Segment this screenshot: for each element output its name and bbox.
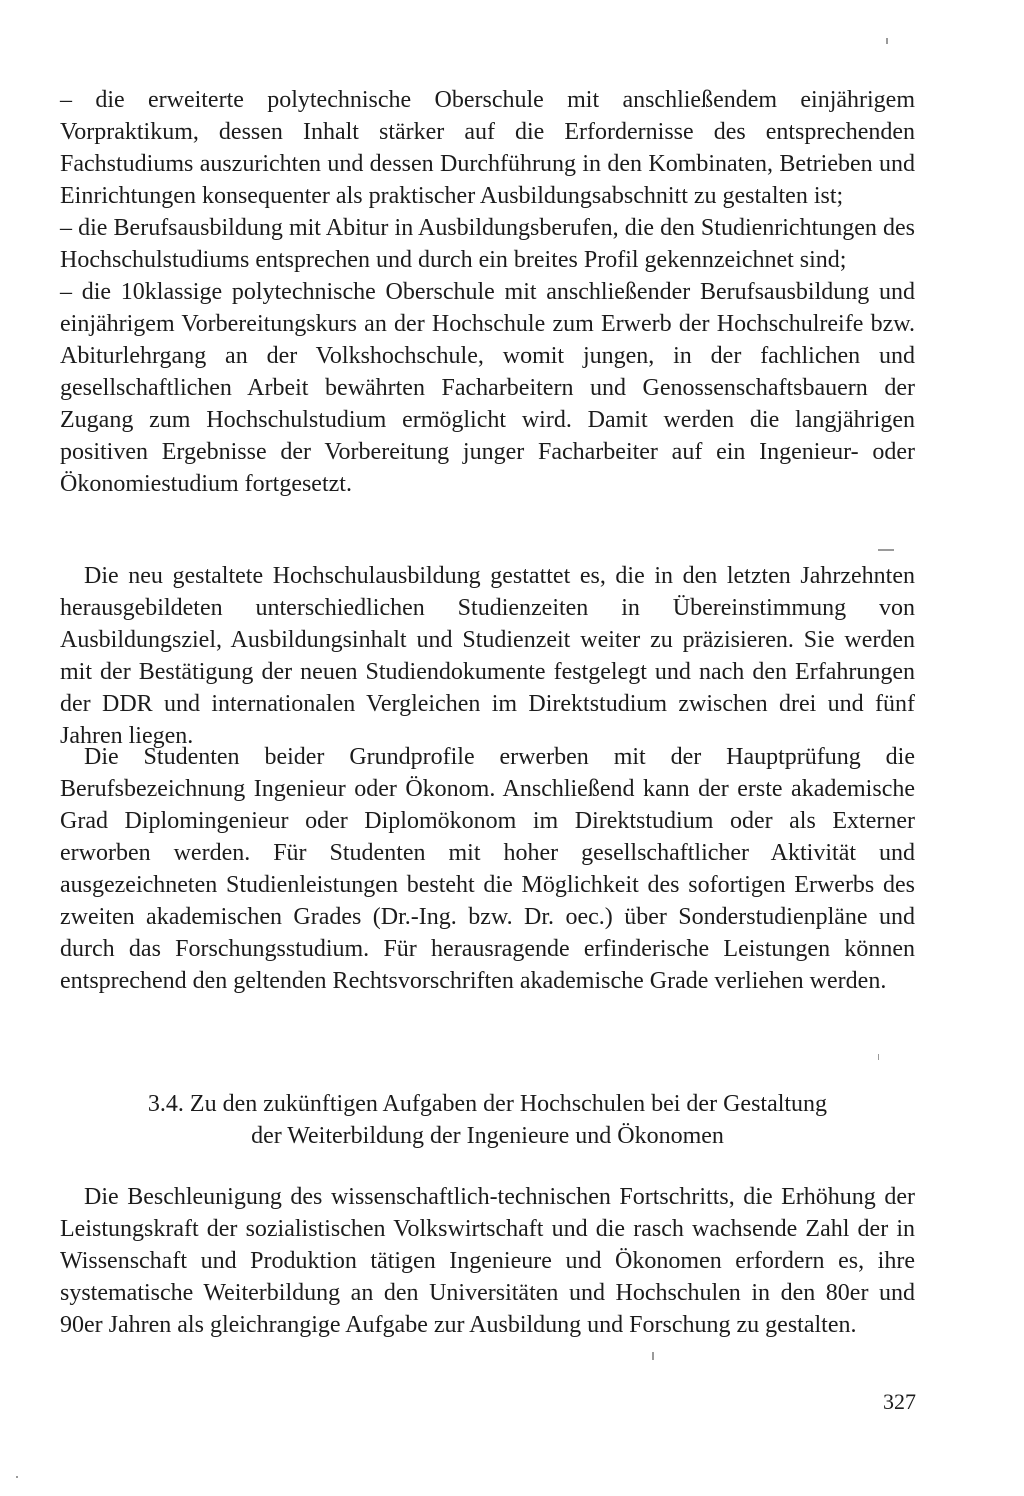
paragraph-text: Die Studenten beider Grundprofile erwerben mit der Hauptprüfung die Berufsbezeichnung Ingenieur oder Ökonom. Anschließend kann der erste akademische Grad Diplomingenieur oder Diplomökonom im Direktstudium oder als Externer erworben werden. Für Studenten mit hoher gesellschaftlicher Aktivität und ausgezeichneten Studienleistungen besteht die Möglichkeit des sofortigen Erwerbs des zweiten akademischen Grades (Dr.-Ing. bzw. Dr. oec.) über Sonderstudienpläne und durch das Forschungsstudium. Für herausragende erfinderische Leistungen können entsprechend den geltenden Rechtsvorschriften akademische Grade verliehen werden. xyxy=(60,744,915,994)
list-item: – die erweiterte polytechnische Oberschule mit anschließendem einjährigem Vorpraktikum, dessen Inhalt stärker auf die Erfordernisse des entsprechenden Fachstudiums auszurichten und dessen Durchführung in den Kombinaten, Betrieben und Einrichtungen konsequenter als praktischer Ausbildungsabschnitt zu gestalten ist; xyxy=(60,87,915,209)
section-heading-line-1: 3.4. Zu den zukünftigen Aufgaben der Hochschulen bei der Gestaltung xyxy=(147,1091,828,1117)
section-heading xyxy=(60,1088,915,1152)
scan-speck xyxy=(878,549,894,551)
list-item: – die 10klassige polytechnische Oberschule mit anschließender Berufsausbildung und einjährigem Vorbereitungskurs an der Hochschule zum Erwerb der Hochschulreife bzw. Abiturlehrgang an der Volkshochschule, womit jungen, in der fachlichen und gesellschaftlichen Arbeit bewährten Facharbeitern und Genossenschaftsbauern der Zugang zum Hochschulstudium ermöglicht wird. Damit werden die langjährigen positiven Ergebnisse der Vorbereitung junger Facharbeiter auf ein Ingenieur- oder Ökonomiestudium fortgesetzt. xyxy=(60,279,915,497)
list-item: – die Berufsausbildung mit Abitur in Ausbildungsberufen, die den Studienrichtungen des Hochschulstudiums entsprechen und durch ein breites Profil gekennzeichnet sind; xyxy=(60,215,915,273)
scan-speck xyxy=(652,1352,654,1360)
page-number: 327 xyxy=(883,1389,916,1414)
scan-speck xyxy=(886,38,888,44)
paragraph-text: Die neu gestaltete Hochschulausbildung gestattet es, die in den letzten Jahrzehnten herausgebildeten unterschiedlichen Studienzeiten in Übereinstimmung von Ausbildungsziel, Ausbildungsinhalt und Studienzeit weiter zu präzisieren. Sie werden mit der Bestätigung der neuen Studiendokumente festgelegt und nach den Erfahrungen der DDR und internationalen Vergleichen im Direktstudium zwischen drei und fünf Jahren liegen. xyxy=(60,563,915,749)
paragraph-study-durations xyxy=(60,560,915,752)
scan-speck xyxy=(16,1476,18,1478)
enumeration-list xyxy=(60,84,915,500)
paragraph-further-education xyxy=(60,1181,915,1341)
paragraph-academic-degrees xyxy=(60,741,915,997)
section-heading-line-2: der Weiterbildung der Ingenieure und Ökonomen xyxy=(251,1123,724,1149)
scan-speck xyxy=(878,1054,879,1060)
paragraph-text: Die Beschleunigung des wissenschaftlich-technischen Fortschritts, die Erhöhung der Leistungskraft der sozialistischen Volkswirtschaft und die rasch wachsende Zahl der in Wissenschaft und Produktion tätigen Ingenieure und Ökonomen erfordern es, ihre systematische Weiterbildung an den Universitäten und Hochschulen in den 80er und 90er Jahren als gleichrangige Aufgabe zur Ausbildung und Forschung zu gestalten. xyxy=(60,1184,915,1338)
